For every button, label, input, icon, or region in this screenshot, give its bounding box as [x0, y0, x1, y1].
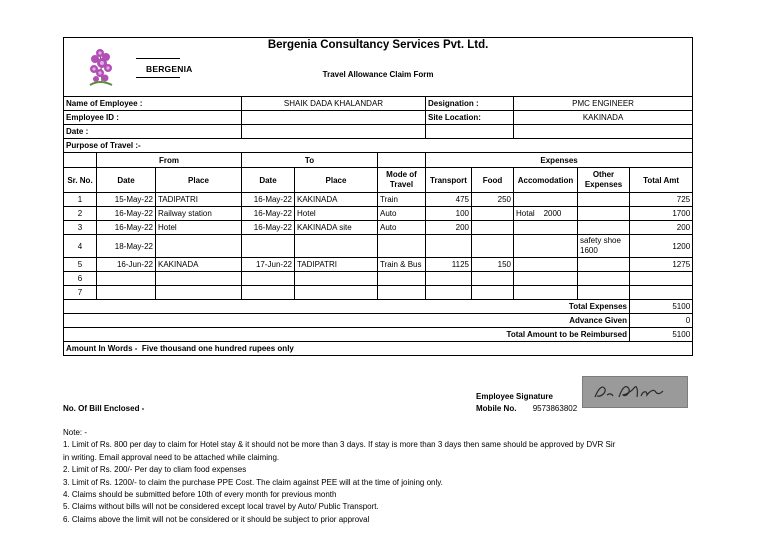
cell-to-place: Hotel	[295, 207, 378, 221]
cell-total: 1200	[630, 235, 693, 258]
table-row	[64, 235, 693, 258]
reimburse-value: 5100	[630, 328, 693, 342]
cell-total	[630, 272, 693, 286]
cell-from-date: 15-May-22	[97, 193, 156, 207]
cell-from-date	[97, 286, 156, 300]
group-header-mode-blank	[378, 153, 426, 168]
cell-mode: Train	[378, 193, 426, 207]
group-header-blank	[64, 153, 97, 168]
note-item: 1. Limit of Rs. 800 per day to claim for Hotel stay & it should not be more than 3 days. If stay is more than 3 days then same should be approved by DVR Sir	[63, 440, 616, 450]
cell-transport	[426, 235, 472, 258]
group-header-expenses: Expenses	[426, 153, 693, 168]
employee-id-value	[242, 111, 426, 125]
col-header-transport: Transport	[426, 168, 472, 193]
cell-other	[578, 272, 630, 286]
designation-value: PMC ENGINEER	[514, 97, 693, 111]
claim-form-table	[63, 37, 693, 356]
cell-accommodation	[514, 258, 578, 272]
cell-to-date: 16-May-22	[242, 207, 295, 221]
reimburse-label: Total Amount to be Reimbursed	[64, 328, 630, 342]
cell-other	[578, 286, 630, 300]
advance-given-value: 0	[630, 314, 693, 328]
cell-mode: Auto	[378, 221, 426, 235]
date-value	[242, 125, 426, 139]
cell-transport: 1125	[426, 258, 472, 272]
form-header	[64, 38, 693, 97]
signature-icon	[583, 377, 687, 407]
cell-food	[472, 272, 514, 286]
cell-to-date: 16-May-22	[242, 221, 295, 235]
cell-mode	[378, 235, 426, 258]
logo-rule-top	[136, 58, 180, 59]
cell-from-place	[156, 272, 242, 286]
cell-total: 1700	[630, 207, 693, 221]
col-header-to-date: Date	[242, 168, 295, 193]
total-expenses-label: Total Expenses	[64, 300, 630, 314]
total-expenses-value: 5100	[630, 300, 693, 314]
cell-transport: 200	[426, 221, 472, 235]
col-header-from-date: Date	[97, 168, 156, 193]
mobile-row	[476, 404, 577, 413]
table-row	[64, 258, 693, 272]
cell-to-place	[295, 272, 378, 286]
cell-accommodation	[514, 221, 578, 235]
employee-name-label: Name of Employee :	[64, 97, 242, 111]
cell-food	[472, 221, 514, 235]
employee-signature-label: Employee Signature	[476, 392, 553, 401]
cell-mode: Auto	[378, 207, 426, 221]
group-header-to: To	[242, 153, 378, 168]
cell-food	[472, 207, 514, 221]
date-spacer-2	[514, 125, 693, 139]
cell-other	[578, 258, 630, 272]
company-name: Bergenia Consultancy Services Pvt. Ltd.	[267, 39, 489, 51]
cell-from-date: 16-Jun-22	[97, 258, 156, 272]
cell-srno: 4	[64, 235, 97, 258]
site-location-value: KAKINADA	[514, 111, 693, 125]
cell-srno: 3	[64, 221, 97, 235]
employee-name-value: SHAIK DADA KHALANDAR	[242, 97, 426, 111]
cell-food: 150	[472, 258, 514, 272]
claim-form-sheet	[63, 37, 692, 356]
cell-food	[472, 235, 514, 258]
cell-srno: 5	[64, 258, 97, 272]
cell-srno: 2	[64, 207, 97, 221]
table-row	[64, 193, 693, 207]
cell-to-date	[242, 286, 295, 300]
amount-in-words: Amount In Words - Five thousand one hundred rupees only	[64, 342, 693, 356]
cell-to-place: KAKINADA site	[295, 221, 378, 235]
cell-from-date: 16-May-22	[97, 207, 156, 221]
cell-to-place	[295, 235, 378, 258]
note-item: 6. Claims above the limit will not be considered or it should be subject to prior approval	[63, 514, 370, 524]
logo-text: BERGENIA	[146, 64, 193, 74]
cell-other: safety shoe 1600	[578, 235, 630, 258]
cell-from-place: Railway station	[156, 207, 242, 221]
cell-mode	[378, 272, 426, 286]
cell-from-date: 18-May-22	[97, 235, 156, 258]
col-header-accommodation: Accomodation	[514, 168, 578, 193]
cell-srno: 6	[64, 272, 97, 286]
cell-accommodation	[514, 286, 578, 300]
cell-to-place: KAKINADA	[295, 193, 378, 207]
cell-from-date: 16-May-22	[97, 221, 156, 235]
note-item: 5. Claims without bills will not be considered except local travel by Auto/ Public Transport.	[63, 502, 379, 512]
form-title: Travel Allowance Claim Form	[322, 70, 434, 79]
cell-from-place: KAKINADA	[156, 258, 242, 272]
cell-mode: Train & Bus	[378, 258, 426, 272]
table-row	[64, 286, 693, 300]
cell-to-place: TADIPATRI	[295, 258, 378, 272]
note-item: in writing. Email approval need to be attached while claiming.	[63, 452, 280, 462]
table-row	[64, 272, 693, 286]
cell-food	[472, 286, 514, 300]
col-header-srno: Sr. No.	[64, 168, 97, 193]
signature-image	[582, 376, 688, 408]
cell-total: 725	[630, 193, 693, 207]
col-header-mode: Mode of Travel	[378, 168, 426, 193]
cell-srno: 1	[64, 193, 97, 207]
cell-mode	[378, 286, 426, 300]
notes-section	[63, 427, 703, 526]
mobile-value: 9573863802	[532, 404, 578, 413]
cell-total	[630, 286, 693, 300]
col-header-other: Other Expenses	[578, 168, 630, 193]
table-row	[64, 221, 693, 235]
cell-to-place	[295, 286, 378, 300]
date-label: Date :	[64, 125, 242, 139]
cell-from-place	[156, 235, 242, 258]
note-item: 2. Limit of Rs. 200/- Per day to cliam food expenses	[63, 465, 247, 475]
cell-accommodation	[514, 272, 578, 286]
note-item: 4. Claims should be submitted before 10th of every month for previous month	[63, 490, 337, 500]
mobile-label: Mobile No.	[476, 404, 517, 413]
cell-to-date	[242, 235, 295, 258]
note-item: 3. Limit of Rs. 1200/- to claim the purchase PPE Cost. The claim against PEE will at the time of joining only.	[63, 477, 443, 487]
col-header-food: Food	[472, 168, 514, 193]
group-header-from: From	[97, 153, 242, 168]
bills-enclosed-label: No. Of Bill Enclosed -	[63, 404, 145, 413]
cell-other	[578, 193, 630, 207]
cell-to-date	[242, 272, 295, 286]
cell-from-place: TADIPATRI	[156, 193, 242, 207]
designation-label: Designation :	[426, 97, 514, 111]
employee-id-label: Employee ID :	[64, 111, 242, 125]
cell-srno: 7	[64, 286, 97, 300]
cell-accommodation: Hotal 2000	[514, 207, 578, 221]
col-header-to-place: Place	[295, 168, 378, 193]
cell-transport	[426, 272, 472, 286]
cell-transport: 475	[426, 193, 472, 207]
cell-from-date	[97, 272, 156, 286]
cell-to-date: 17-Jun-22	[242, 258, 295, 272]
date-spacer	[426, 125, 514, 139]
cell-food: 250	[472, 193, 514, 207]
cell-accommodation	[514, 193, 578, 207]
cell-to-date: 16-May-22	[242, 193, 295, 207]
cell-from-place	[156, 286, 242, 300]
purpose-of-travel-label: Purpose of Travel :-	[64, 139, 693, 153]
cell-transport	[426, 286, 472, 300]
cell-other	[578, 221, 630, 235]
cell-total: 200	[630, 221, 693, 235]
cell-from-place: Hotel	[156, 221, 242, 235]
cell-total: 1275	[630, 258, 693, 272]
notes-title: Note: -	[63, 428, 88, 437]
col-header-from-place: Place	[156, 168, 242, 193]
table-row	[64, 207, 693, 221]
advance-given-label: Advance Given	[64, 314, 630, 328]
cell-transport: 100	[426, 207, 472, 221]
site-location-label: Site Location:	[426, 111, 514, 125]
cell-accommodation	[514, 235, 578, 258]
cell-other	[578, 207, 630, 221]
col-header-total: Total Amt	[630, 168, 693, 193]
